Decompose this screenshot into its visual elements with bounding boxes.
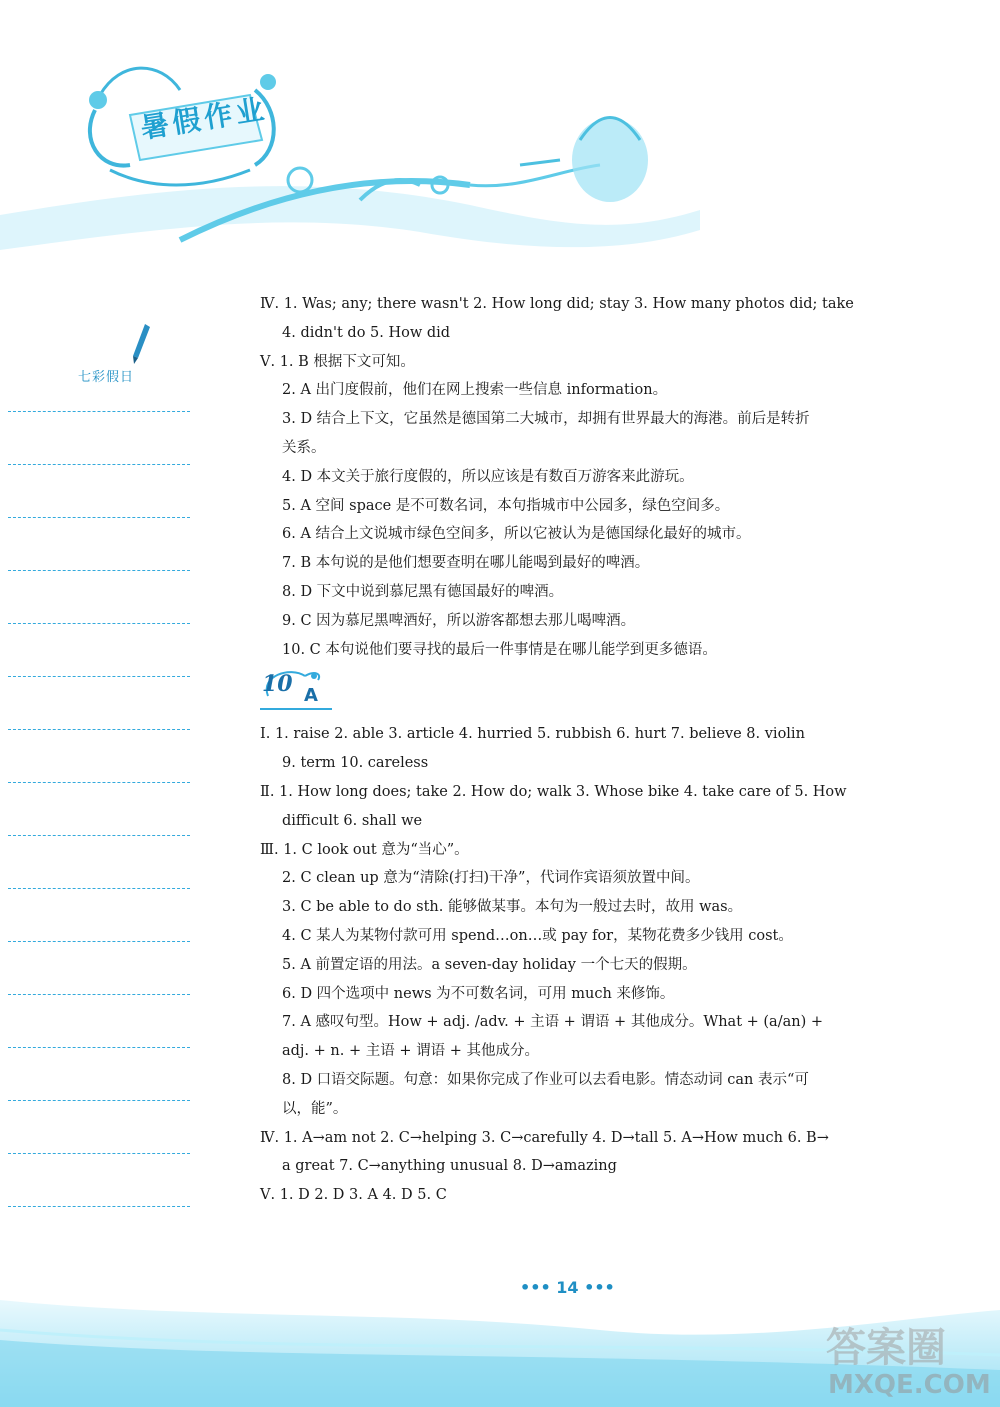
sidebar-title: 七彩假日 — [78, 370, 135, 385]
answer-line: Ⅰ. 1. raise 2. able 3. article 4. hurried 5. rubbish 6. hurt 7. believe 8. violin — [260, 726, 805, 743]
answer-line: difficult 6. shall we — [282, 812, 423, 829]
answer-line: Ⅴ. 1. B 根据下文可知。 — [260, 353, 415, 370]
answer-line: 9. term 10. careless — [282, 755, 429, 772]
answer-line: Ⅲ. 1. C look out 意为“当心”。 — [260, 841, 469, 858]
watermark-logo: 答案圈 — [826, 1325, 946, 1371]
answer-line: 6. A 结合上文说城市绿色空间多，所以它被认为是德国绿化最好的城市。 — [282, 526, 751, 543]
answer-line: 2. A 出门度假前，他们在网上搜索一些信息 information。 — [282, 382, 668, 399]
answer-line: 4. D 本文关于旅行度假的，所以应该是有数百万游客来此游玩。 — [282, 468, 694, 485]
answer-line: 4. C 某人为某物付款可用 spend…on…或 pay for，某物花费多少钱用 cost。 — [282, 927, 793, 944]
page-number: ••• 14 ••• — [520, 1278, 615, 1297]
watermark-url: MXQE.COM — [828, 1370, 991, 1400]
answer-line: 10. C 本句说他们要寻找的最后一件事情是在哪儿能学到更多德语。 — [282, 641, 717, 658]
answer-content — [260, 290, 900, 1210]
answer-line: 2. C clean up 意为“清除(打扫)干净”，代词作宾语须放置中间。 — [282, 870, 700, 887]
answer-line: Ⅱ. 1. How long does; take 2. How do; walk 3. Whose bike 4. take care of 5. How — [260, 783, 847, 800]
answers-part-1 — [260, 290, 900, 664]
answer-line: 以，能”。 — [282, 1100, 348, 1117]
answer-line: Ⅳ. 1. Was; any; there wasn't 2. How long did; stay 3. How many photos did; take — [260, 296, 854, 312]
answer-line: adj. + n. + 主语 + 谓语 + 其他成分。 — [282, 1043, 539, 1060]
answer-line: 7. A 感叹句型。How + adj. /adv. + 主语 + 谓语 + 其他成分。What + (a/an) + — [282, 1014, 823, 1031]
answer-line: Ⅴ. 1. D 2. D 3. A 4. D 5. C — [260, 1187, 447, 1204]
answer-line: 4. didn't do 5. How did — [282, 324, 451, 341]
section-heading — [260, 666, 900, 716]
answer-line: 关系。 — [282, 439, 326, 456]
answer-line: 7. B 本句说的是他们想要查明在哪儿能喝到最好的啤酒。 — [282, 555, 650, 572]
answers-part-2 — [260, 720, 900, 1210]
answer-line: 6. D 四个选项中 news 为不可数名词，可用 much 来修饰。 — [282, 985, 675, 1002]
answer-line: 9. C 因为慕尼黑啤酒好，所以游客都想去那儿喝啤酒。 — [282, 612, 636, 629]
answer-line: 5. A 前置定语的用法。a seven-day holiday 一个七天的假期。 — [282, 956, 697, 973]
answer-line: 8. D 口语交际题。句意：如果你完成了作业可以去看电影。情态动词 can 表示“可 — [282, 1071, 809, 1088]
answer-line: Ⅳ. 1. A→am not 2. C→helping 3. C→carefully 4. D→tall 5. A→How much 6. B→ — [260, 1129, 829, 1146]
section-letter: A — [304, 685, 318, 707]
answer-line: a great 7. C→anything unusual 8. D→amazing — [282, 1158, 617, 1175]
answer-line: 5. A 空间 space 是不可数名词，本句指城市中公园多，绿色空间多。 — [282, 497, 730, 514]
section-number: 10 — [262, 671, 293, 698]
section-underline — [260, 708, 332, 710]
header-banner-text: 暑假作业 — [138, 92, 271, 145]
answer-line: 3. D 结合上下文，它虽然是德国第二大城市，却拥有世界最大的海港。前后是转折 — [282, 411, 810, 428]
pen-icon — [130, 322, 152, 366]
answer-line: 8. D 下文中说到慕尼黑有德国最好的啤酒。 — [282, 583, 564, 600]
answer-line: 3. C be able to do sth. 能够做某事。本句为一般过去时，故用 was。 — [282, 899, 743, 916]
